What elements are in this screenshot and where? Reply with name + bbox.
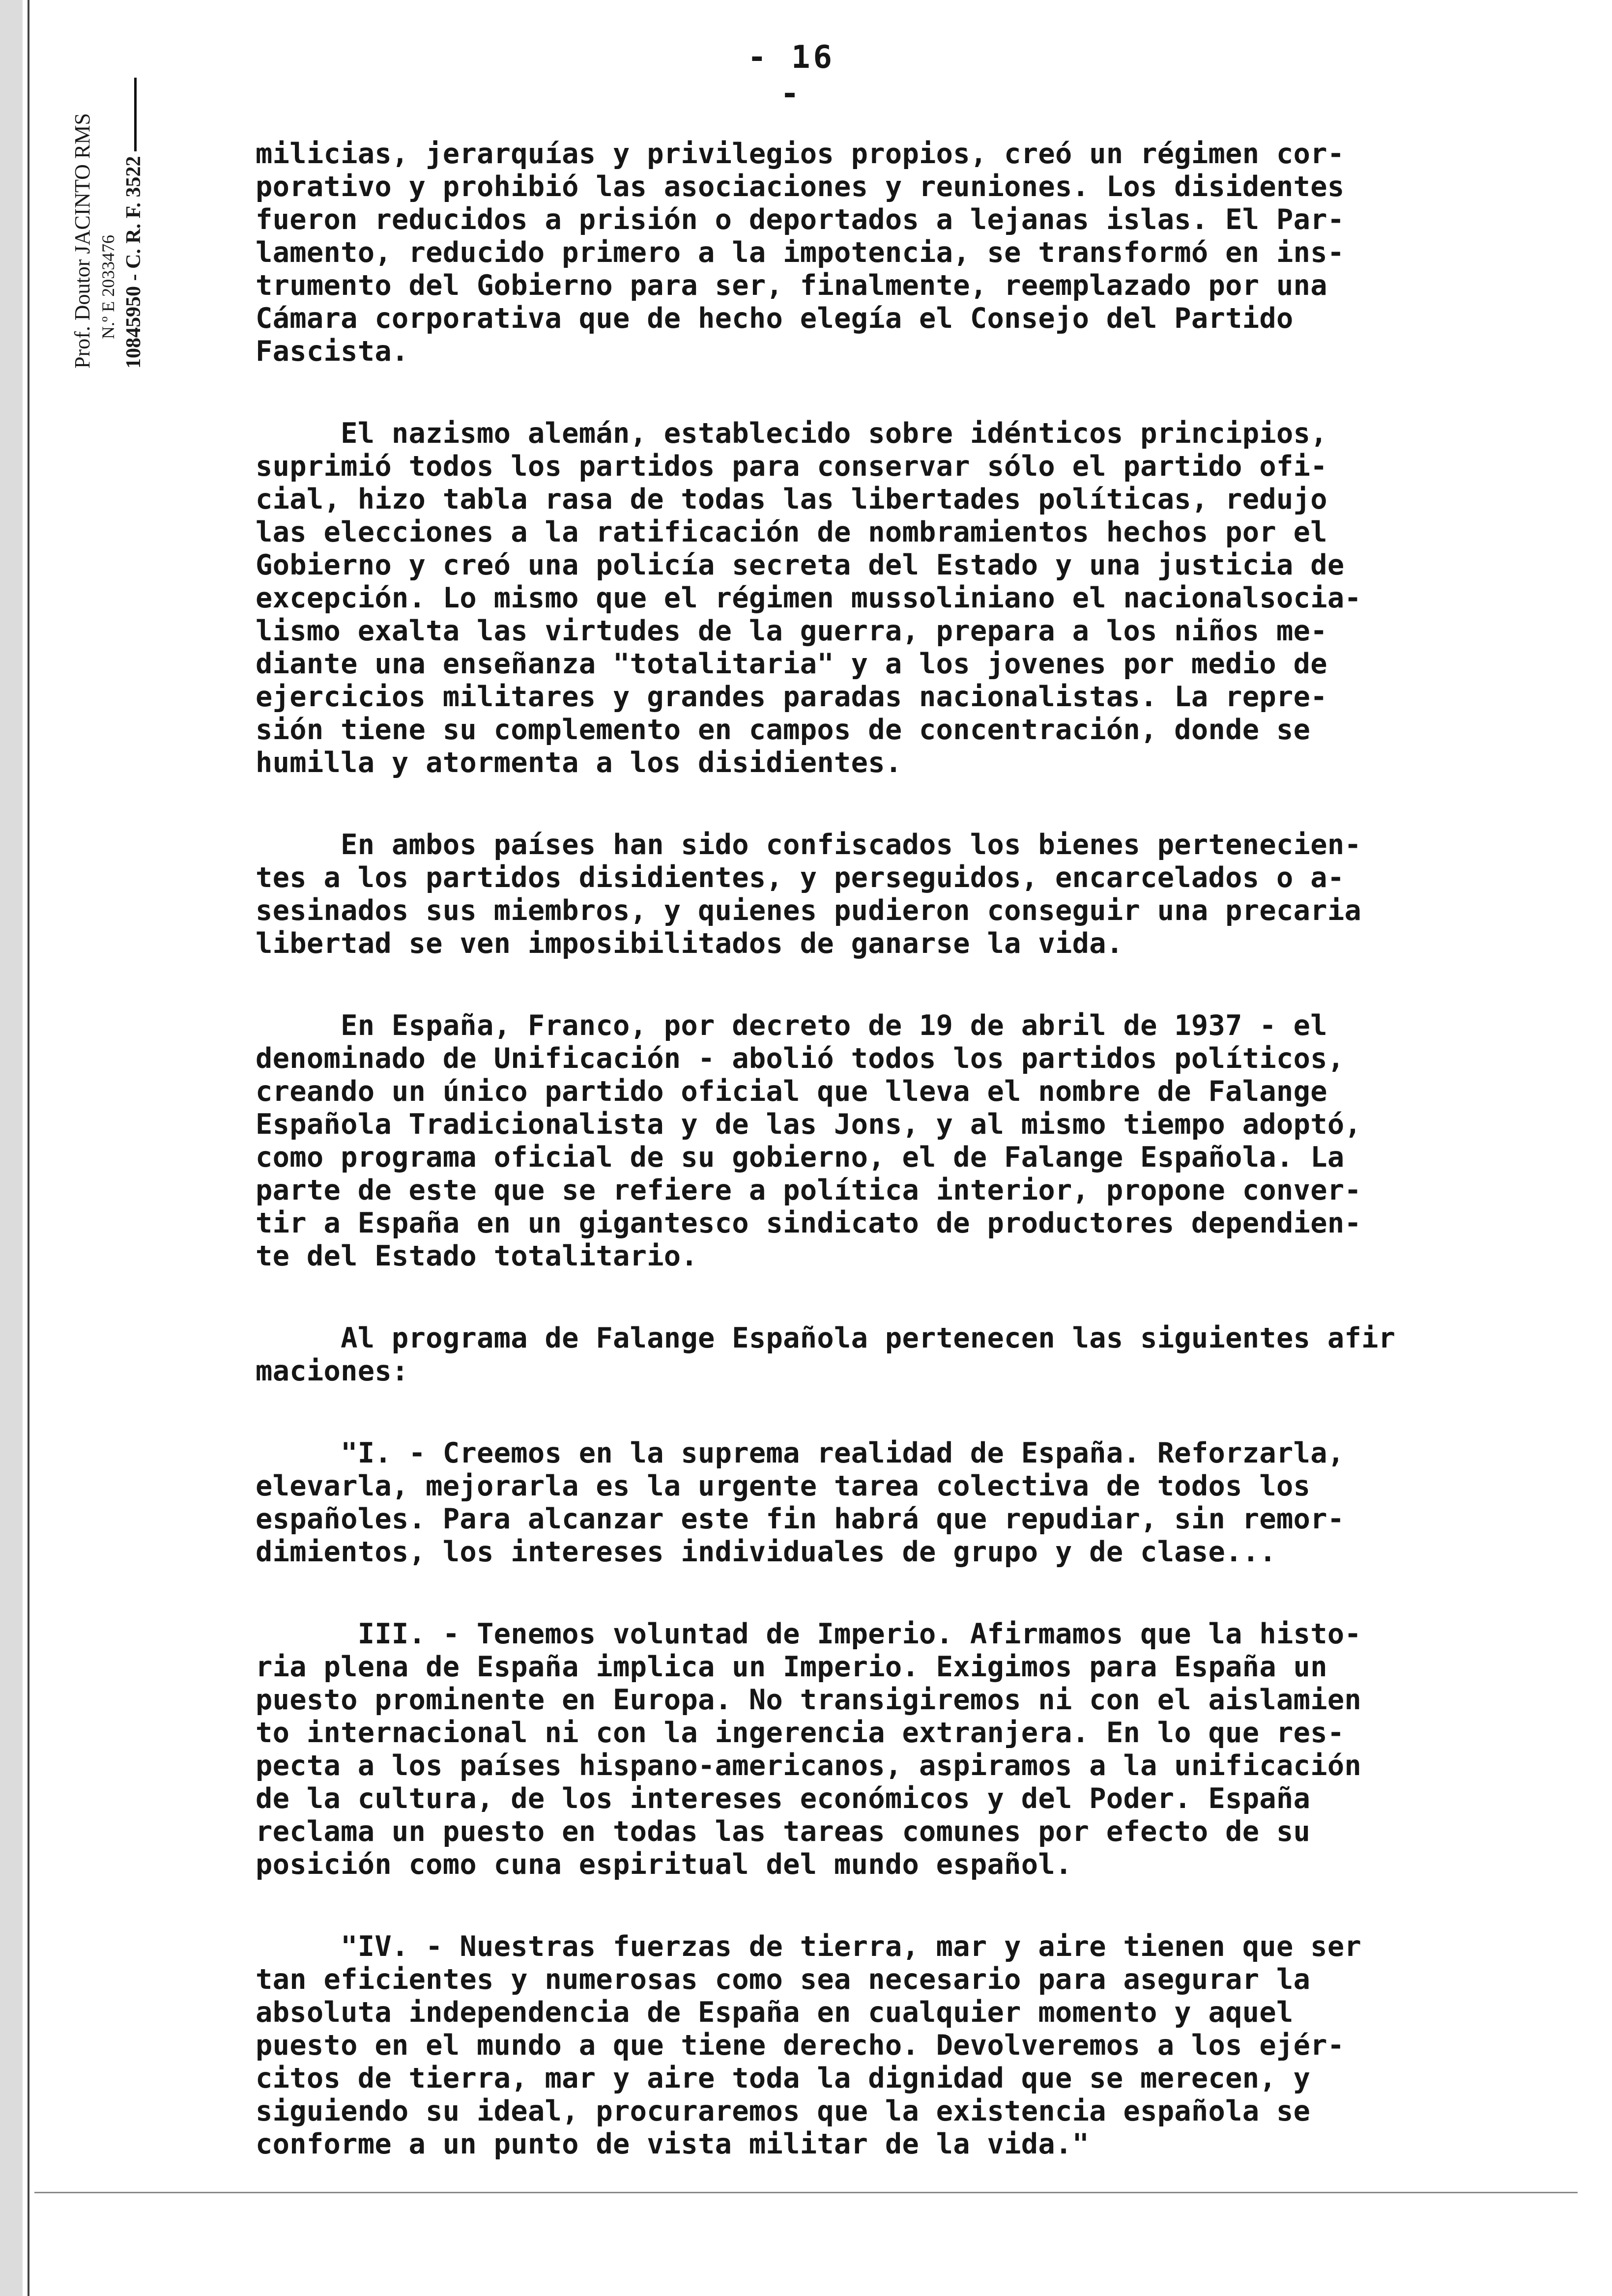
stamp-line-2: N.º E 2033476	[98, 234, 118, 339]
scan-edge-line	[28, 0, 29, 2296]
text-line: lamento, reducido primero a la impotencia, se transformó en ins-	[256, 236, 1345, 269]
text-line: denominado de Unificación - abolió todos los partidos políticos,	[256, 1042, 1345, 1075]
text-line: excepción. Lo mismo que el régimen mussoliniano el nacionalsocia-	[256, 582, 1362, 614]
paragraph	[256, 1009, 1533, 1273]
text-line: las elecciones a la ratificación de nombramientos hechos por el	[256, 516, 1327, 548]
text-line: tan eficientes y numerosas como sea necesario para asegurar la	[256, 1963, 1311, 1996]
text-line: de la cultura, de los intereses económicos y del Poder. España	[256, 1782, 1311, 1815]
paragraph	[256, 829, 1533, 960]
text-line: dimientos, los intereses individuales de grupo y de clase...	[256, 1536, 1277, 1568]
text-line: porativo y prohibió las asociaciones y reuniones. Los disidentes	[256, 171, 1345, 203]
bottom-rule	[34, 2192, 1578, 2193]
paragraph	[256, 417, 1533, 779]
text-line: Al programa de Falange Española pertenecen las siguientes afir	[256, 1322, 1396, 1354]
text-line: fueron reducidos a prisión o deportados a lejanas islas. El Par-	[256, 203, 1345, 236]
text-line: sión tiene su complemento en campos de concentración, donde se	[256, 714, 1311, 746]
text-line: absoluta independencia de España en cualquier momento y aquel	[256, 1996, 1294, 2029]
text-line: suprimió todos los partidos para conservar sólo el partido ofi-	[256, 450, 1327, 483]
body-text	[256, 138, 1533, 2210]
stamp-line-1: Prof. Doutor JACINTO RMS	[70, 113, 94, 369]
stamp-rule	[134, 78, 137, 151]
text-line: elevarla, mejorarla es la urgente tarea colectiva de todos los	[256, 1470, 1311, 1502]
text-line: En ambos países han sido confiscados los bienes pertenecien-	[256, 829, 1362, 861]
text-line: maciones:	[256, 1355, 409, 1387]
text-line: "I. - Creemos en la suprema realidad de España. Reforzarla,	[256, 1437, 1345, 1469]
text-line: libertad se ven imposibilitados de ganarse la vida.	[256, 927, 1123, 960]
text-line: III. - Tenemos voluntad de Imperio. Afirmamos que la histo-	[256, 1618, 1362, 1650]
archive-stamp	[69, 25, 197, 369]
text-line: españoles. Para alcanzar este fin habrá que repudiar, sin remor-	[256, 1503, 1345, 1535]
text-line: como programa oficial de su gobierno, el de Falange Española. La	[256, 1141, 1345, 1174]
text-line: "IV. - Nuestras fuerzas de tierra, mar y aire tienen que ser	[256, 1930, 1362, 1963]
text-line: puesto en el mundo a que tiene derecho. Devolveremos a los ejér-	[256, 2029, 1345, 2062]
text-line: lismo exalta las virtudes de la guerra, prepara a los niños me-	[256, 615, 1327, 647]
text-line: ria plena de España implica un Imperio. Exigimos para España un	[256, 1651, 1327, 1683]
text-line: humilla y atormenta a los disidientes.	[256, 746, 902, 779]
text-line: te del Estado totalitario.	[256, 1240, 698, 1272]
text-line: Fascista.	[256, 335, 409, 368]
text-line: tes a los partidos disidientes, y perseguidos, encarcelados o a-	[256, 861, 1345, 894]
page-number: - 16 -	[747, 39, 835, 112]
text-line: cial, hizo tabla rasa de todas las libertades políticas, redujo	[256, 483, 1327, 516]
paragraph	[256, 1618, 1533, 1881]
text-line: Gobierno y creó una policía secreta del Estado y una justicia de	[256, 549, 1345, 581]
paragraph	[256, 1930, 1533, 2161]
text-line: to internacional ni con la ingerencia extranjera. En lo que res-	[256, 1717, 1345, 1749]
text-line: parte de este que se refiere a política interior, propone conver-	[256, 1174, 1362, 1206]
text-line: milicias, jerarquías y privilegios propios, creó un régimen cor-	[256, 138, 1345, 170]
text-line: El nazismo alemán, establecido sobre idénticos principios,	[256, 417, 1327, 450]
paragraph	[256, 138, 1533, 368]
text-line: puesto prominente en Europa. No transigiremos ni con el aislamien	[256, 1684, 1362, 1716]
paragraph	[256, 1322, 1533, 1388]
text-line: Cámara corporativa que de hecho elegía el Consejo del Partido	[256, 302, 1294, 335]
text-line: tir a España en un gigantesco sindicato de productores dependien-	[256, 1207, 1362, 1239]
text-line: sesinados sus miembros, y quienes pudieron conseguir una precaria	[256, 894, 1362, 927]
text-line: reclama un puesto en todas las tareas comunes por efecto de su	[256, 1815, 1311, 1848]
text-line: creando un único partido oficial que lleva el nombre de Falange	[256, 1075, 1327, 1108]
text-line: pecta a los países hispano-americanos, aspiramos a la unificación	[256, 1750, 1362, 1782]
text-line: diante una enseñanza "totalitaria" y a los jovenes por medio de	[256, 648, 1327, 680]
text-line: En España, Franco, por decreto de 19 de abril de 1937 - el	[256, 1009, 1327, 1042]
text-line: posición como cuna espiritual del mundo español.	[256, 1848, 1072, 1881]
stamp-line-3	[120, 25, 147, 369]
text-line: ejercicios militares y grandes paradas nacionalistas. La repre-	[256, 681, 1327, 713]
text-line: Española Tradicionalista y de las Jons, y al mismo tiempo adoptó,	[256, 1108, 1362, 1141]
scan-left-edge	[0, 0, 23, 2296]
text-line: citos de tierra, mar y aire toda la dignidad que se merecen, y	[256, 2062, 1311, 2095]
text-line: conforme a un punto de vista militar de la vida."	[256, 2128, 1090, 2160]
text-line: siguiendo su ideal, procuraremos que la existencia española se	[256, 2095, 1311, 2127]
paragraph	[256, 1437, 1533, 1569]
text-line: trumento del Gobierno para ser, finalmente, reemplazado por una	[256, 269, 1327, 302]
stamp-line-3-text: 10845950 - C. R. F. 3522	[122, 156, 145, 369]
